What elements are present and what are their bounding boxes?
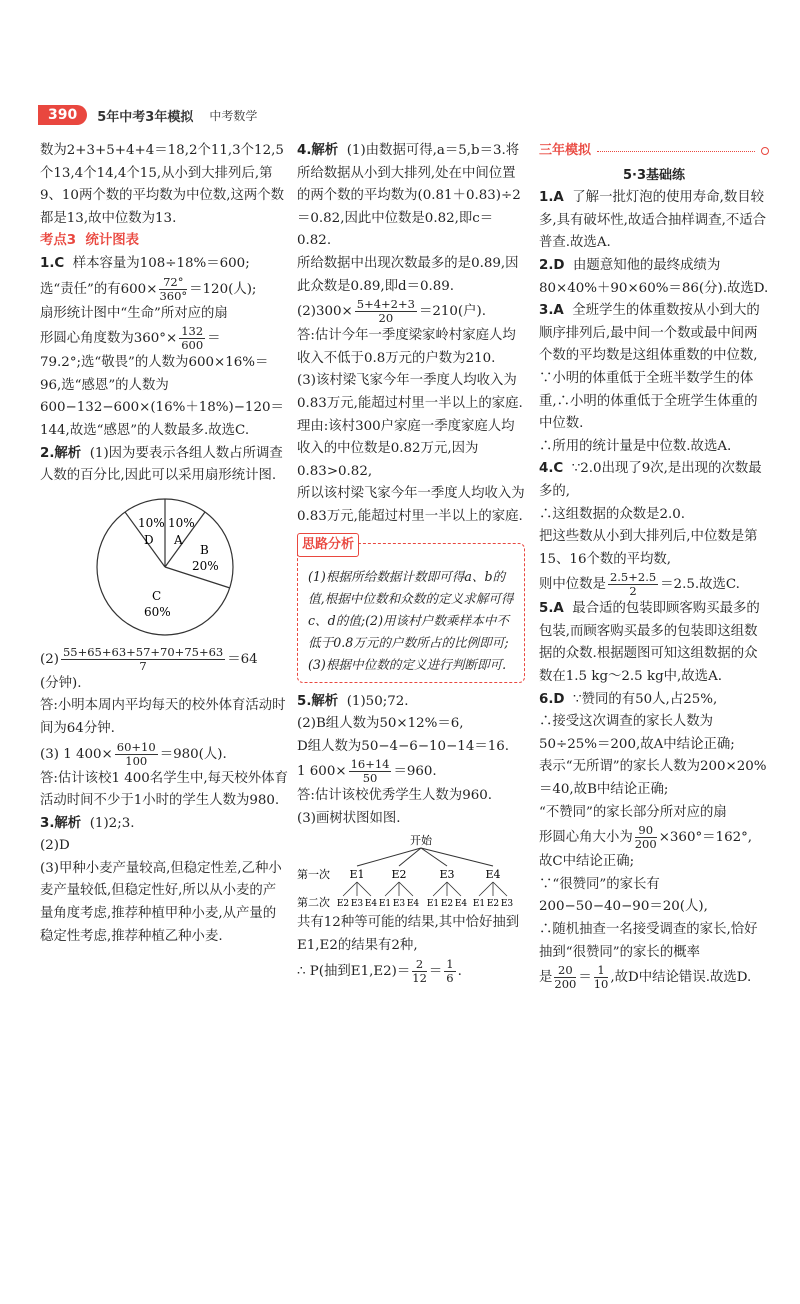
fraction: $\frac{5+4+2+3}{20}$ — [356, 297, 415, 326]
paragraph: 故C中结论正确; — [539, 854, 635, 870]
pie-label-b: B — [200, 542, 209, 557]
column-2 — [297, 140, 525, 985]
paragraph: 所以该村梁飞家今年一季度人均收入为0.83万元,能超过村里一半以上的家庭. — [297, 486, 525, 524]
tree-node-l1: E2 — [391, 868, 407, 882]
fraction: $\frac{60+10}{100}$ — [116, 739, 156, 768]
tree-node-l2: E1 — [426, 899, 440, 910]
book-title: 5年中考3年模拟 — [97, 109, 194, 125]
fraction: $\frac{1}{10}$ — [593, 963, 609, 992]
pie-label-b-pct: 20% — [192, 558, 219, 573]
paragraph: (3)甲种小麦产量较高,但稳定性差,乙种小麦产量较低,但稳定性好,所以从小麦的产量角度考虑,推荐种植甲种小麦,从产量的稳定性考虑,推荐种植乙种小麦. — [40, 860, 282, 944]
tree-node-l1: E1 — [349, 868, 365, 882]
tree-node-l2: E1 — [472, 899, 486, 910]
column-1 — [40, 140, 288, 948]
answer-3: 3.A 全班学生的体重数按从小到大的顺序排列后,最中间一个数或最中间两个数的平均数是这组体重数的中位数, — [539, 303, 760, 364]
fraction: $\frac{55+65+63+57+70+75+63}{7}$ — [62, 644, 224, 673]
tree-node-l2: E3 — [500, 899, 514, 910]
fraction-line: (3) 1 400× $\frac{60+10}{100}$ ＝980(人). — [40, 739, 227, 768]
column-3 — [539, 140, 769, 991]
answer-4: 4.解析 (1)由数据可得,a＝5,b＝3.将所给数据从小到大排列,处在中间位置的两个数的平均数为(0.81＋0.83)÷2＝0.82,因此中位数是0.82,即c＝0.82. — [297, 143, 521, 249]
fraction: $\frac{2}{12}$ — [412, 956, 427, 985]
tree-first-label: 第一次 — [297, 868, 330, 882]
pie-label-c-pct: 60% — [144, 604, 171, 619]
paragraph: 79.2°;选“敬畏”的人数为600×16%＝96,选“感恩”的人数为600−132−600×(16%＋18%)−120＝144,故选“感恩”的人数最多.故选C. — [40, 355, 284, 438]
answer-2: 2.解析 (1)因为要表示各组人数占所调查人数的百分比,因此可以采用扇形统计图. — [40, 445, 283, 484]
tree-node-l2: E4 — [406, 899, 420, 910]
tree-second-label: 第二次 — [297, 896, 330, 910]
dotted-divider — [597, 151, 755, 152]
paragraph: ∴这组数据的众数是2.0. — [539, 506, 686, 522]
answer-1: 1.C 样本容量为108÷18%＝600; — [40, 255, 250, 271]
paragraph: (2)D — [40, 838, 70, 854]
paragraph: ∴接受这次调查的家长人数为50÷25%＝200,故A中结论正确; — [539, 714, 735, 752]
paragraph: ∵“很赞同”的家长有200−50−40−90＝20(人), — [539, 876, 708, 915]
pie-label-d-pct: 10% — [138, 515, 165, 530]
tree-branch — [421, 848, 447, 866]
tree-branch — [357, 848, 421, 866]
paragraph: 把这些数从小到大排列后,中位数是第15、16个数的平均数, — [539, 529, 758, 567]
paragraph: 共有12种等可能的结果,其中恰好抽到E1,E2的结果有2种, — [297, 915, 520, 954]
tree-node-l2: E3 — [350, 899, 364, 910]
tree-node-l2: E2 — [336, 899, 350, 910]
paragraph: (3)该村梁飞家今年一季度人均收入为0.83万元,能超过村里一半以上的家庭. — [297, 373, 523, 411]
subsection-title: 5·3基础练 — [622, 167, 686, 183]
fraction-line: 形圆心角度数为360°× $\frac{132}{600}$ ＝ — [40, 324, 221, 353]
analysis-text: (1)根据所给数据计数即可得a、b的值,根据中位数和众数的定义求解可得c、d的值;(2)用该村户数乘样本中不低于0.8万元的户数所占的比例即可;(3)根据中位数的定义进行判断即可. — [308, 568, 514, 672]
paragraph: ∵小明的体重低于全班半数学生的体重,∴小明的体重低于全班学生体重的中位数. — [539, 370, 758, 432]
fraction-line: 1 600× $\frac{16+14}{50}$ ＝960. — [297, 757, 437, 786]
page-number: 390 — [38, 105, 87, 125]
paragraph: 数为2+3+5+4+4＝18,2个11,3个12,5个13,4个14,4个15,从小到大排列后,第9、10两个数的平均数为中位数,这两个数都是13,故中位数为13. — [40, 143, 285, 226]
tree-node-l2: E4 — [364, 899, 378, 910]
fraction: $\frac{20}{200}$ — [554, 963, 577, 992]
fraction: $\frac{132}{600}$ — [181, 324, 204, 353]
tree-node-l2: E2 — [486, 899, 500, 910]
tree-branch — [421, 848, 493, 866]
paragraph: “不赞同”的家长部分所对应的扇 — [539, 804, 727, 820]
subject-label: 中考数学 — [209, 108, 258, 123]
fraction: $\frac{1}{6}$ — [446, 956, 454, 985]
section-label: 三年模拟 — [539, 143, 592, 158]
fraction-line: (2) $\frac{55+65+63+57+70+75+63}{7}$ ＝64 — [40, 644, 258, 673]
paragraph: ∴随机抽查一名接受调查的家长,恰好抽到“很赞同”的家长的概率 — [539, 922, 758, 960]
tree-node-l2: E1 — [378, 899, 392, 910]
page-header — [38, 104, 257, 126]
tree-node-l1: E3 — [439, 868, 455, 882]
paragraph: 扇形统计图中“生命”所对应的扇 — [40, 305, 228, 321]
fraction: $\frac{72^\circ}{360^\circ}$ — [159, 274, 188, 303]
paragraph: 答:小明本周内平均每天的校外体育活动时间为64分钟. — [40, 698, 286, 736]
paragraph: (分钟). — [40, 675, 82, 691]
answer-2: 2.D 由题意知他的最终成绩为80×40%＋90×60%＝86(分).故选D. — [539, 257, 769, 296]
pie-label-d: D — [144, 532, 154, 547]
paragraph: ∴所用的统计量是中位数.故选A. — [539, 438, 732, 454]
fraction: $\frac{90}{200}$ — [634, 823, 657, 852]
paragraph: (2)B组人数为50×12%＝6, — [297, 716, 464, 732]
fraction-line: 则中位数是 $\frac{2.5+2.5}{2}$ ＝2.5.故选C. — [539, 570, 740, 599]
pie-label-c: C — [152, 588, 162, 603]
paragraph: 表示“无所谓”的家长人数为200×20%＝40,故B中结论正确; — [539, 759, 767, 798]
pie-chart — [80, 492, 250, 642]
paragraph: 所给数据中出现次数最多的是0.89,因此众数是0.89,即d＝0.89. — [297, 255, 519, 294]
pie-label-a-pct: 10% — [168, 515, 195, 530]
paragraph: (3)画树状图如图. — [297, 810, 401, 826]
answer-3: 3.解析 (1)2;3. — [40, 815, 135, 831]
paragraph: 答:估计今年一季度梁家岭村家庭人均收入不低于0.8万元的户数为210. — [297, 328, 516, 366]
fraction: $\frac{2.5+2.5}{2}$ — [609, 570, 657, 599]
paragraph: D组人数为50−4−6−10−14＝16. — [297, 738, 510, 754]
pie-label-a: A — [174, 532, 183, 547]
fraction-line: 选“责任”的有600× $\frac{72^\circ}{360^\circ}$ ＝120(人); — [40, 274, 257, 303]
tree-node-l2: E4 — [454, 899, 468, 910]
tree-diagram — [297, 830, 525, 912]
section-heading: 考点3 统计图表 — [40, 233, 139, 249]
analysis-box — [297, 536, 525, 683]
paragraph: 答:估计该校优秀学生人数为960. — [297, 788, 493, 804]
fraction: $\frac{16+14}{50}$ — [350, 757, 390, 786]
paragraph: 理由:该村300户家庭一季度家庭人均收入的中位数是0.82万元,因为0.83>0.82, — [297, 418, 515, 479]
analysis-tag: 思路分析 — [297, 533, 359, 557]
tree-node-l2: E2 — [440, 899, 454, 910]
answer-5: 5.A 最合适的包装即顾客购买最多的包装,而顾客购买最多的包装即这组数据的众数.根据题图可知这组数据的众数在1.5 kg～2.5 kg中,故选A. — [539, 601, 760, 685]
paragraph: 答:估计该校1 400名学生中,每天校外体育活动时间不少于1小时的学生人数为980. — [40, 770, 288, 809]
answer-4: 4.C ∵2.0出现了9次,是出现的次数最多的, — [539, 461, 762, 499]
fraction-line: 是 $\frac{20}{200}$ ＝ $\frac{1}{10}$ ,故D中结论错误.故选D. — [539, 963, 752, 992]
fraction-line: 形圆心角大小为 $\frac{90}{200}$ ×360°＝162°, — [539, 823, 753, 852]
answer-5: 5.解析 (1)50;72. — [297, 693, 409, 709]
fraction-line: (2)300× $\frac{5+4+2+3}{20}$ ＝210(户). — [297, 297, 486, 326]
divider-dot — [761, 147, 769, 155]
tree-node-l2: E3 — [392, 899, 406, 910]
section-banner — [539, 140, 769, 163]
answer-6: 6.D ∵赞同的有50人,占25%, — [539, 691, 718, 707]
answer-1: 1.A 了解一批灯泡的使用寿命,数目较多,具有破坏性,故适合抽样调查,不适合普查.故选A. — [539, 190, 767, 251]
tree-node-l1: E4 — [485, 868, 501, 882]
tree-root: 开始 — [410, 834, 432, 848]
fraction-line: ∴ P(抽到E1,E2)＝ $\frac{2}{12}$ ＝ $\frac{1}{6}$ . — [297, 956, 462, 985]
